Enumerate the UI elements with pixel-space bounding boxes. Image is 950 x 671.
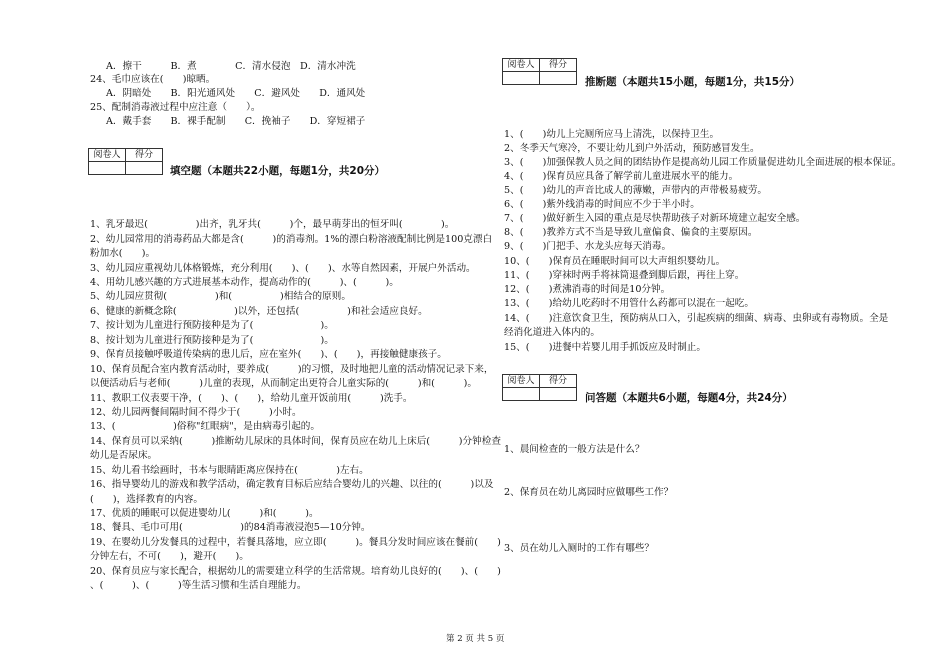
option-line: A．擦干 B．煮 C．清水侵泡 D．清水冲洗	[106, 61, 356, 72]
judge-line: 9、( )门把手、水龙头应每天消毒。	[504, 241, 672, 252]
fill-line: 16、指导婴幼儿的游戏和教学活动，确定教育目标后应结合婴幼儿的兴趣、以往的( )以及	[90, 479, 494, 490]
fill-line: 13、( )俗称"红眼病"，是由病毒引起的。	[90, 421, 320, 432]
score-cell[interactable]	[540, 72, 577, 85]
score-label: 得分	[540, 59, 577, 72]
fill-line: 粉加水( )。	[90, 248, 156, 259]
fill-line: 19、在婴幼儿分发餐具的过程中，若餐具落地，应立即( )。餐具分发时间应该在餐前( )	[90, 537, 501, 548]
judge-line: 12、( )煮沸消毒的时间是10分钟。	[504, 284, 671, 295]
qa-section-title: 问答题（本题共6小题，每题4分，共24分）	[585, 392, 793, 404]
fill-line: 幼儿是否尿床。	[90, 450, 158, 461]
fill-line: ( )，选择教育的内容。	[90, 494, 204, 505]
judge-line: 13、( )给幼儿吃药时不用管什么药都可以混在一起吃。	[504, 298, 754, 309]
judge-line: 5、( )幼儿的声音比成人的薄嫩，声带内的声带极易疲劳。	[504, 185, 768, 196]
fill-line: 12、幼儿园两餐间隔时间不得少于( )小时。	[90, 407, 302, 418]
reviewer-label: 阅卷人	[89, 149, 126, 162]
reviewer-label: 阅卷人	[503, 375, 540, 388]
score-cell[interactable]	[126, 162, 163, 175]
reviewer-cell[interactable]	[89, 162, 126, 175]
judge-line: 2、冬季天气寒冷，不要让幼儿到户外活动，预防感冒发生。	[504, 143, 760, 154]
fill-line: 18、餐具、毛巾可用( )的84消毒液浸泡5—10分钟。	[90, 522, 371, 533]
score-cell[interactable]	[540, 388, 577, 401]
score-label: 得分	[540, 375, 577, 388]
fill-line: 、( )、( )等生活习惯和生活自理能力。	[90, 580, 307, 591]
fill-line: 以便活动后与老师( )儿童的表现，从而制定出更符合儿童实际的( )和( )。	[90, 378, 478, 389]
reviewer-cell[interactable]	[503, 72, 540, 85]
fill-line: 15、幼儿看书绘画时，书本与眼睛距离应保持在( )左右。	[90, 465, 369, 476]
judge-line: 6、( )紫外线消毒的时间应不少于半小时。	[504, 199, 700, 210]
judge-line: 8、( )教养方式不当是导致儿童偏食、偏食的主要原因。	[504, 227, 758, 238]
option-line: A．阴暗处 B．阳光通风处 C．避风处 D．通风处	[106, 88, 366, 99]
qa-question: 2、保育员在幼儿离园时应做哪些工作？	[504, 487, 674, 498]
fill-line: 4、用幼儿感兴趣的方式进展基本动作，提高动作的( )、( )。	[90, 277, 399, 288]
score-box-fill	[88, 148, 163, 175]
judge-line: 1、( )幼儿上完厕所应马上清洗，以保持卫生。	[504, 129, 720, 140]
judge-line: 经消化道进入体内的。	[504, 327, 600, 338]
qa-question: 3、员在幼儿入厕时的工作有哪些？	[504, 543, 655, 554]
judge-line: 10、( )保育员在睡眠时间可以大声组织婴幼儿。	[504, 256, 726, 267]
fill-line: 6、健康的新概念除( )以外，还包括( )和社会适应良好。	[90, 306, 428, 317]
question-line: 25、配制消毒液过程中应注意（ ）。	[90, 102, 261, 113]
judge-line: 3、( )加强保教人员之间的团结协作是提高幼儿园工作质量促进幼儿全面进展的根本保证。	[504, 157, 902, 168]
question-line: 24、毛巾应该在( )晾晒。	[90, 74, 216, 85]
fill-line: 14、保育员可以采纳( )推断幼儿尿床的具体时间，保育员应在幼儿上床后( )分钟检查	[90, 436, 501, 447]
fill-line: 3、幼儿园应重视幼儿体格锻炼，充分利用( )、( )、水等自然因素，开展户外活动。	[90, 263, 476, 274]
judge-section-title: 推断题（本题共15小题，每题1分，共15分）	[585, 76, 801, 88]
judge-line: 15、( )进餐中若婴儿用手抓饭应及时制止。	[504, 342, 706, 353]
fill-line: 分钟左右，不可( )，避开( )。	[90, 551, 249, 562]
fill-line: 2、幼儿园常用的消毒药品大都是含( )的消毒剂。1%的漂白粉溶液配制比例是100克漂白	[90, 234, 493, 245]
option-line: A．戴手套 B．裸手配制 C．挽袖子 D．穿短裙子	[106, 116, 366, 127]
score-box-judge	[502, 58, 577, 85]
fill-line: 1、乳牙最迟( )出齐，乳牙共( )个，最早萌芽出的恒牙叫( )。	[90, 219, 455, 230]
score-box-qa	[502, 374, 577, 401]
fill-line: 20、保育员应与家长配合，根据幼儿的需要建立科学的生活常规。培育幼儿良好的( )、( )	[90, 566, 501, 577]
judge-line: 11、( )穿袜时两手将袜筒退叠到脚后跟，再往上穿。	[504, 270, 745, 281]
fill-line: 7、按计划为儿童进行预防接种是为了( )。	[90, 320, 334, 331]
reviewer-cell[interactable]	[503, 388, 540, 401]
judge-line: 14、( )注意饮食卫生，预防病从口入，引起疾病的细菌、病毒、虫卵或有毒物质。全是	[504, 313, 889, 324]
qa-question: 1、晨间检查的一般方法是什么？	[504, 444, 645, 455]
fill-line: 9、保育员接触呼吸道传染病的患儿后，应在室外( )、( )，再接触健康孩子。	[90, 349, 447, 360]
fill-line: 5、幼儿园应贯彻( )和( )相结合的原则。	[90, 291, 351, 302]
fill-line: 17、优质的睡眠可以促进婴幼儿( )和( )。	[90, 508, 319, 519]
reviewer-label: 阅卷人	[503, 59, 540, 72]
judge-line: 7、( )做好新生入园的重点是尽快帮助孩子对新环境建立起安全感。	[504, 213, 806, 224]
page-number: 第 2 页 共 5 页	[446, 634, 505, 644]
fill-line: 11、教职工仪表要干净，( )、( )，给幼儿童开饭前用( )洗手。	[90, 393, 413, 404]
score-label: 得分	[126, 149, 163, 162]
judge-line: 4、( )保育员应具备了解学前儿童进展水平的能力。	[504, 171, 739, 182]
fill-section-title: 填空题（本题共22小题，每题1分，共20分）	[170, 165, 386, 177]
fill-line: 8、按计划为儿童进行预防接种是为了( )。	[90, 335, 334, 346]
fill-line: 10、保育员配合室内教育活动时，要养成( )的习惯，及时地把儿童的活动情况记录下来，	[90, 364, 494, 375]
